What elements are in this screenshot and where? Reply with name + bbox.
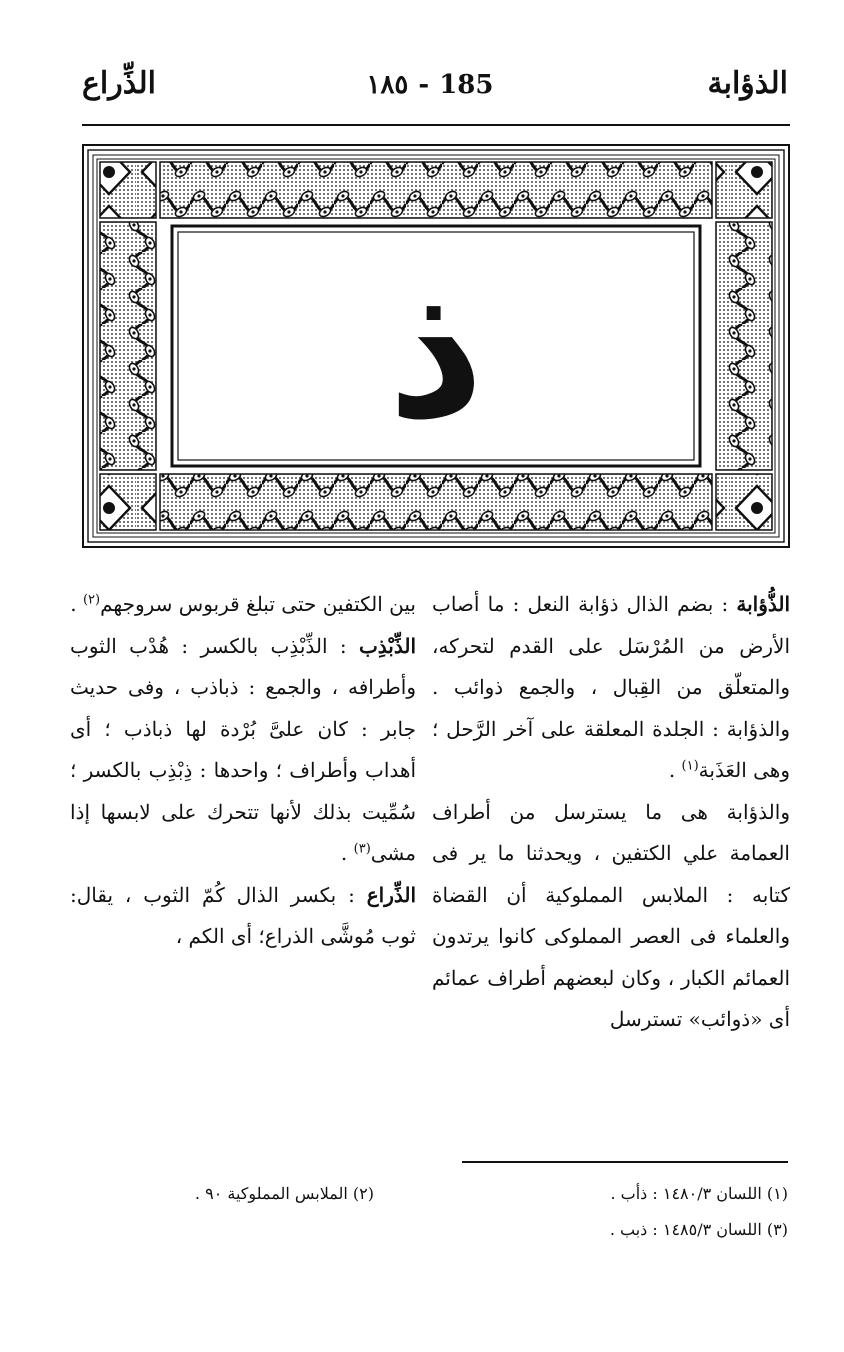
headword-dhibdhib: الذِّبْذِب <box>358 633 416 658</box>
running-head-left: الذِّراع <box>82 66 156 101</box>
right-column <box>432 584 790 1041</box>
footnote-ref-1[interactable]: (١) <box>681 758 699 774</box>
footnote-ref-2[interactable]: (٢) <box>82 592 101 608</box>
footnote-rule <box>462 1161 788 1163</box>
paragraph-dhuaba-turban: والذؤابة هى ما يسترسل من أطراف العمامة علي الكتفين ، ويحدثنا ما ير فى كتابه : الملابس المملوكية أن القضاة والعلماء فى العصر المملوكى كانوا يرتدون العمائم الكبار ، وكان لبعضهم أطراف عمائم أى «ذوائب» تسترسل <box>432 799 790 1031</box>
page-number-arabic: ١٨٥ <box>366 70 409 100</box>
header-rule <box>82 124 790 126</box>
frame-letter: ذ <box>387 240 485 461</box>
entry-dhuaba-end: . <box>668 758 682 782</box>
headword-dhuaba: الذُّؤابة <box>736 592 790 616</box>
footnote-2: (٢) الملابس المملوكية ٩٠ . <box>194 1184 374 1203</box>
entry-dhuaba <box>432 584 790 792</box>
running-head-right: الذؤابة <box>707 66 788 101</box>
entry-dhibdhib <box>70 626 416 875</box>
continuation-end: . <box>70 592 83 616</box>
page-number <box>360 70 500 100</box>
footnote-ref-3[interactable]: (٣) <box>353 841 371 857</box>
page-number-latin: 185 <box>439 70 494 100</box>
footnote-1: (١) اللسان ١٤٨٠/٣ : ذأب . <box>610 1184 788 1203</box>
entry-dhibdhib-end: . <box>340 841 354 865</box>
continuation-text: بين الكتفين حتى تبلغ قربوس سروجهم <box>100 592 416 616</box>
ornamental-letter-frame <box>82 144 790 548</box>
entry-dhuaba-text: : بضم الذال ذؤابة النعل : ما أصاب الأرض من المُرْسَل على القدم لتحركه، والمتعلّق من القِبال ، والجمع ذوائب . والذؤابة : الجلدة المعلقة على آخر الرَّحل ؛ وهى العَذَبة <box>432 592 790 782</box>
page-number-dash: - <box>418 70 430 100</box>
entry-dhira <box>70 875 416 958</box>
footnote-3: (٣) اللسان ١٤٨٥/٣ : ذبب . <box>609 1220 788 1239</box>
paragraph-continuation <box>70 584 416 626</box>
left-column <box>70 584 416 958</box>
entry-dhira-text: : بكسر الذال كُمّ الثوب ، يقال: ثوب مُوشَّى الذراع؛ أى الكم ، <box>70 882 416 948</box>
headword-dhira: الذِّراع <box>366 882 416 907</box>
entry-dhibdhib-text: : الذِّبْذِب بالكسر : هُدْب الثوب وأطرافه ، والجمع : ذباذب ، وفى حديث جابر : كان علىَّ بُرْدة لها ذباذب ؛ أى أهداب وأطراف ؛ واحدها : ذِبْذِب بالكسر ؛ سُمِّيت بذلك لأنها تتحرك على لابسها إذا مشى <box>70 633 416 865</box>
